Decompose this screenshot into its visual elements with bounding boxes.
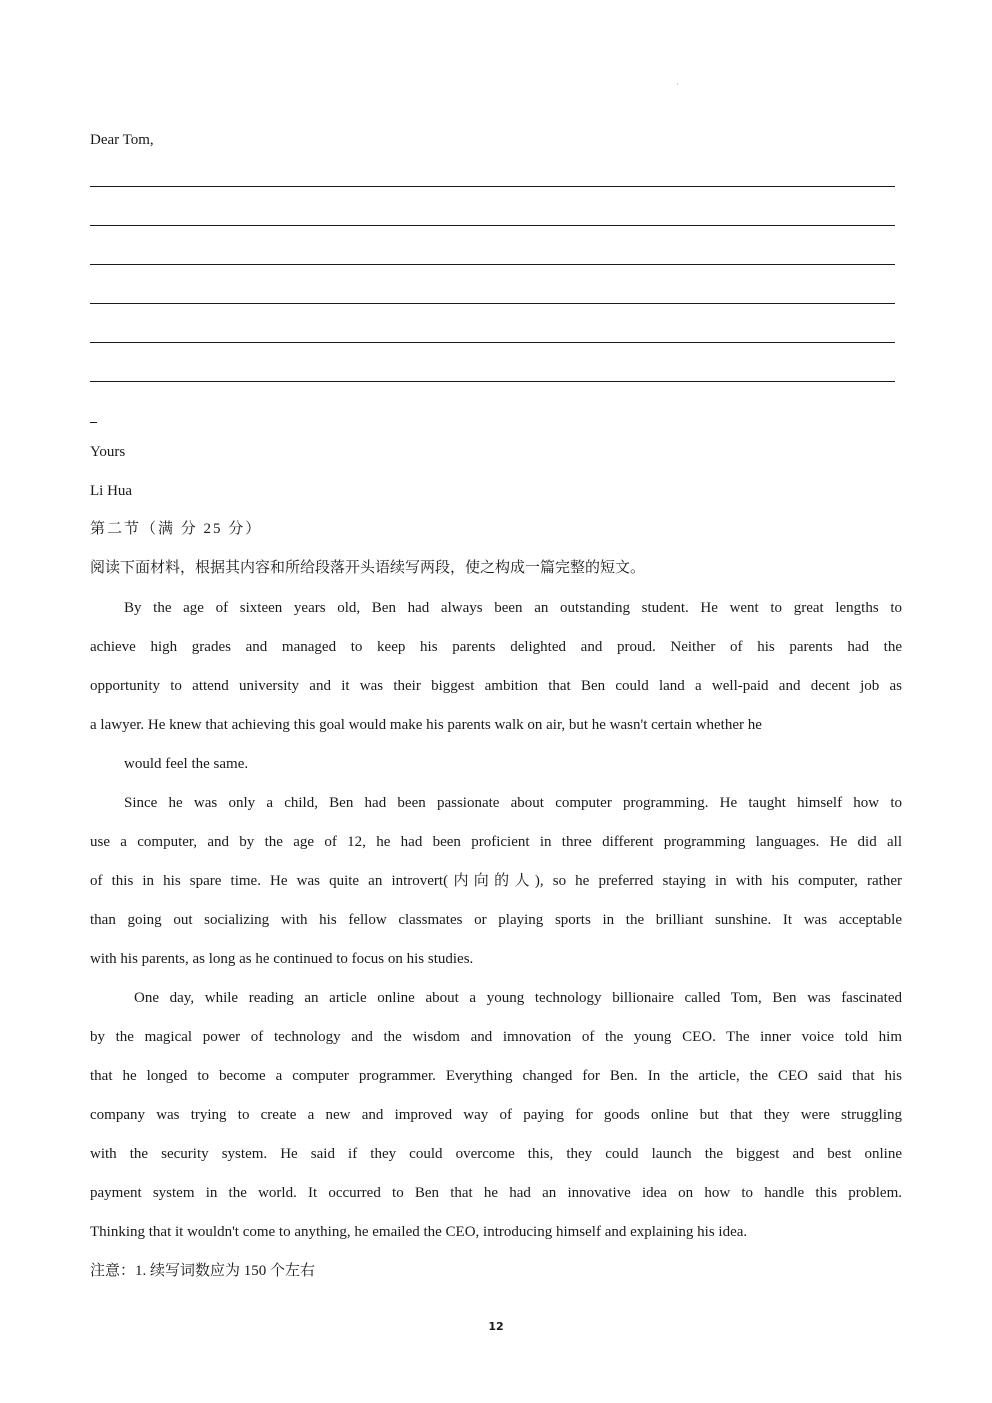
passage-line: a lawyer. He knew that achieving this goal would make his parents walk on air, but he wasn't certain whether he: [90, 717, 762, 733]
page-number: 12: [488, 1320, 504, 1333]
section-instruction: 阅读下面材料，根据其内容和所给段落开头语续写两段，使之构成一篇完整的短文。: [90, 560, 646, 576]
passage-line: achieve high grades and managed to keep his parents delighted and proud. Neither of his parents had the: [90, 639, 902, 655]
writing-line: [90, 225, 895, 226]
passage-line: with his parents, as long as he continued to focus on his studies.: [90, 951, 474, 967]
writing-line-tail: [90, 422, 97, 423]
passage-line: By the age of sixteen years old, Ben had always been an outstanding student. He went to great lengths to: [124, 600, 902, 616]
passage-line: with the security system. He said if they could overcome this, they could launch the biggest and best online: [90, 1146, 902, 1162]
passage-line: company was trying to create a new and improved way of paying for goods online but that they were struggling: [90, 1107, 902, 1123]
passage-line: than going out socializing with his fellow classmates or playing sports in the brilliant sunshine. It was acceptable: [90, 912, 902, 928]
passage-line: of this in his spare time. He was quite an introvert(内向的人), so he preferred staying in with his computer, rather: [90, 873, 902, 889]
letter-greeting: Dear Tom,: [90, 132, 154, 148]
writing-line: [90, 303, 895, 304]
writing-line: [90, 342, 895, 343]
passage-line: One day, while reading an article online about a young technology billionaire called Tom, Ben was fascinated: [134, 990, 902, 1006]
writing-line: [90, 264, 895, 265]
letter-signature: Li Hua: [90, 483, 133, 499]
section-heading: 第二节（满 分 25 分）: [90, 521, 263, 537]
writing-line: [90, 381, 895, 382]
passage-line: Since he was only a child, Ben had been passionate about computer programming. He taught himself how to: [124, 795, 902, 811]
passage-line: opportunity to attend university and it was their biggest ambition that Ben could land a well-paid and decent job as: [90, 678, 902, 694]
passage-line: by the magical power of technology and the wisdom and imnovation of the young CEO. The inner voice told him: [90, 1029, 902, 1045]
writing-line: [90, 186, 895, 187]
passage-line: that he longed to become a computer programmer. Everything changed for Ben. In the article, the CEO said that his: [90, 1068, 902, 1084]
passage-line: Thinking that it wouldn't come to anything, he emailed the CEO, introducing himself and explaining his idea.: [90, 1224, 748, 1240]
passage-line: payment system in the world. It occurred to Ben that he had an innovative idea on how to handle this problem.: [90, 1185, 902, 1201]
passage-line: use a computer, and by the age of 12, he had been proficient in three different programming languages. He did all: [90, 834, 902, 850]
stray-dot: ·: [676, 80, 679, 89]
passage-line: would feel the same.: [124, 756, 249, 772]
letter-closing: Yours: [90, 444, 126, 460]
writing-note: 注意：1. 续写词数应为 150 个左右: [90, 1263, 316, 1279]
